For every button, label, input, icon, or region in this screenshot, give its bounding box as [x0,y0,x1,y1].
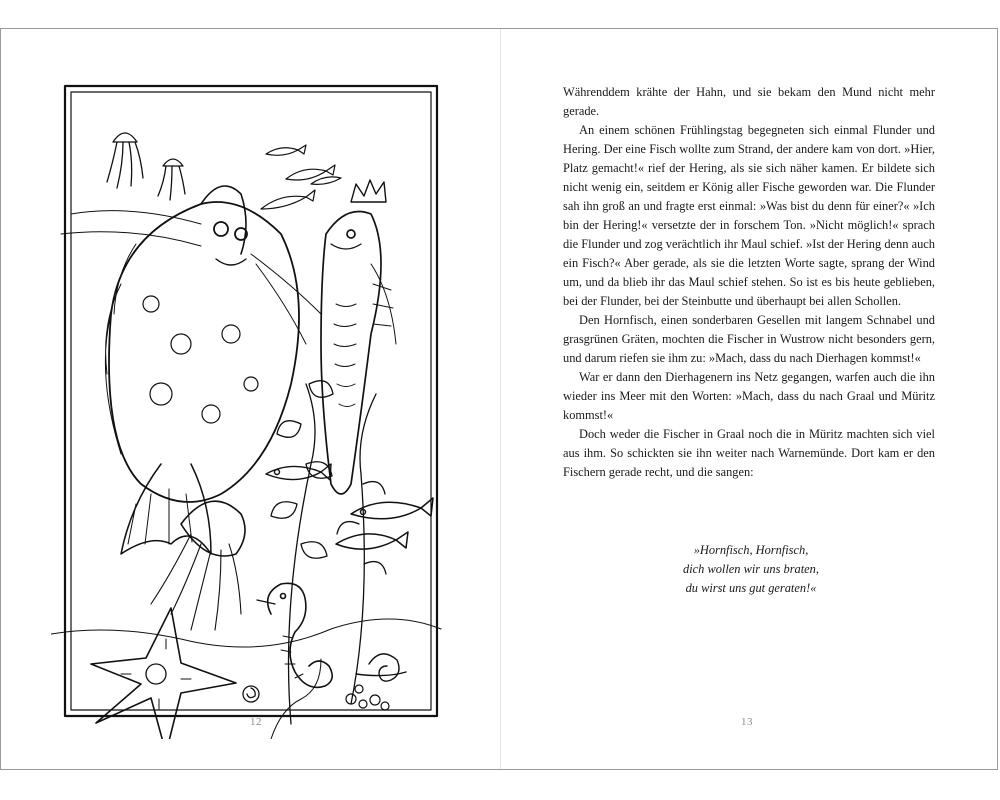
wave-lines [51,619,441,739]
flounder-lines [61,211,321,344]
seahorse [257,583,332,687]
small-fish-middle [266,464,331,480]
page-gutter [500,29,501,769]
paragraph-1: Währenddem krähte der Hahn, und sie bekam den Mund nicht mehr gerade. [563,85,935,118]
flounder [105,186,299,554]
paragraph-5: Doch weder die Fischer in Graal noch die in Müritz machten sich viel aus ihm. So schickten sie ihn weiter nach Warnemünde. Dort kam er den Fischern gerade recht, und die sangen: [563,427,935,479]
paragraph-2: An einem schönen Frühlingstag begegneten sich einmal Flunder und Hering. Der eine Fisch wollte zum Strand, der andere kam von dort. »Hier, Platz gemacht!« rief der Hering, als sie sich näher kamen. Er bildete sich nicht wenig ein, seitdem er König aller Fische geworden war. Die Flunder sah ihn groß an und fragte erst einmal: »Was bist du denn für einer?« »Ich bin der Hering!« versetzte der in forschem Ton. »Nicht möglich!« sprach die Flunder und zog verächtlich ihr Maul schief. »Ist der Hering denn auch ein Fisch?« Aber gerade, als sie die letzten Worte sagte, sprang der Wind um, und da blieb ihr das Maul schief stehen. So ist es bis heute geblieben, bei der Flunder, bei der Steinbutte und überhaupt bei allen Schollen. [563,123,935,308]
verse-line-1: »Hornfisch, Hornfisch, [693,543,809,557]
jellyfish-small-1 [107,133,143,188]
page-number-left: 12 [250,716,262,728]
page-number-right: 13 [741,716,753,728]
fish-illustration [51,84,451,739]
paragraph-4: War er dann den Dierhagenern ins Netz gegangen, warfen auch die ihn wieder ins Meer mit den Worten: »Mach, dass du nach Graal und Müritz kommst!« [563,370,935,422]
small-fish-right [336,498,433,549]
verse-line-2: dich wollen wir uns braten, [683,562,819,576]
verse [641,541,861,598]
paragraph-3: Den Hornfisch, einen sonderbaren Gesellen mit langem Schnabel und grasgrünen Gräten, mochten die Fischer in Wustrow nicht besonders gern, und darum riefen sie ihm zu: »Mach, dass du nach Dierhagen kommst!« [563,313,935,365]
story-text [563,83,935,482]
illustration-frame-inner [71,92,431,710]
small-fish-school [261,145,341,209]
jellyfish-small-2 [158,159,185,200]
small-snail [243,686,259,702]
illustration-frame-outer [65,86,437,716]
starfish [91,608,236,739]
snail-shell [356,654,406,681]
jellyfish-large [151,501,245,630]
verse-line-3: du wirst uns gut geraten!« [685,581,817,595]
seaweed [271,381,386,724]
book-spread [0,28,998,770]
herring-king [321,180,396,494]
